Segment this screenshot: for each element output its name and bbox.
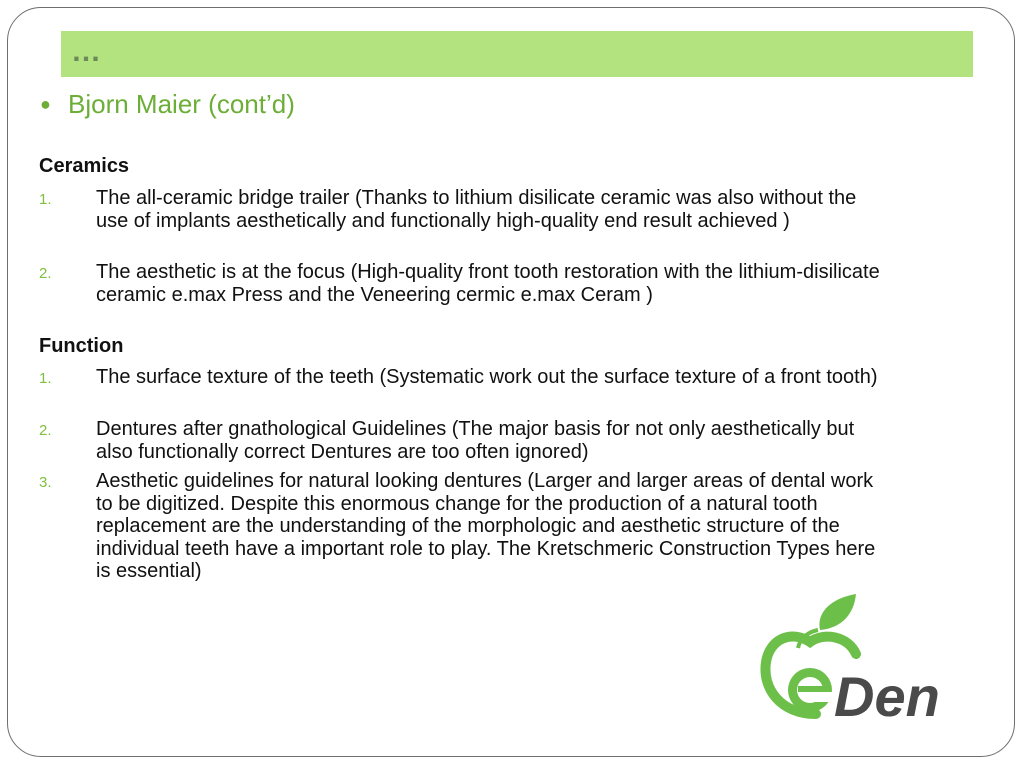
- list-text: The surface texture of the teeth (Systematic work out the surface texture of a front tooth): [96, 366, 878, 388]
- list-item: [39, 366, 884, 389]
- list-item: [39, 187, 884, 232]
- bullet-icon: ●: [40, 94, 51, 114]
- section-heading-ceramics: Ceramics: [39, 155, 130, 177]
- title-bar: [61, 31, 973, 77]
- section-heading-function: Function: [39, 335, 124, 357]
- list-number: 1.: [39, 191, 52, 208]
- list-text: Dentures after gnathological Guidelines (The major basis for not only aesthetically but also functionally correct Dentures are too often ignored): [96, 418, 855, 463]
- list-number: 2.: [39, 265, 52, 282]
- list-text: The all-ceramic bridge trailer (Thanks to lithium disilicate ceramic was also without the use of implants aesthetically and functionally high-quality end result achieved ): [96, 187, 857, 232]
- subheading: [40, 89, 295, 120]
- subheading-text: Bjorn Maier (cont’d): [68, 89, 295, 119]
- leaf-icon: [819, 594, 856, 630]
- list-number: 1.: [39, 370, 52, 387]
- list-text: The aesthetic is at the focus (High-quality front tooth restoration with the lithium-disilicate ceramic e.max Press and the Veneering cermic e.max Ceram ): [96, 261, 880, 306]
- list-item: [39, 470, 884, 583]
- list-item: [39, 261, 884, 306]
- list-number: 3.: [39, 474, 52, 491]
- slide-title: …: [71, 35, 102, 68]
- eden-logo: [758, 592, 958, 732]
- list-number: 2.: [39, 422, 52, 439]
- list-item: [39, 418, 884, 463]
- logo-den-text: Den: [834, 665, 940, 728]
- list-text: Aesthetic guidelines for natural looking dentures (Larger and larger areas of dental work to be digitized. Despite this enormous change for the production of a natural tooth replacement are the understanding of the morphologic and aesthetic structure of the individual teeth have a important role to play. The Kretschmeric Construction Types here is essential): [96, 470, 876, 582]
